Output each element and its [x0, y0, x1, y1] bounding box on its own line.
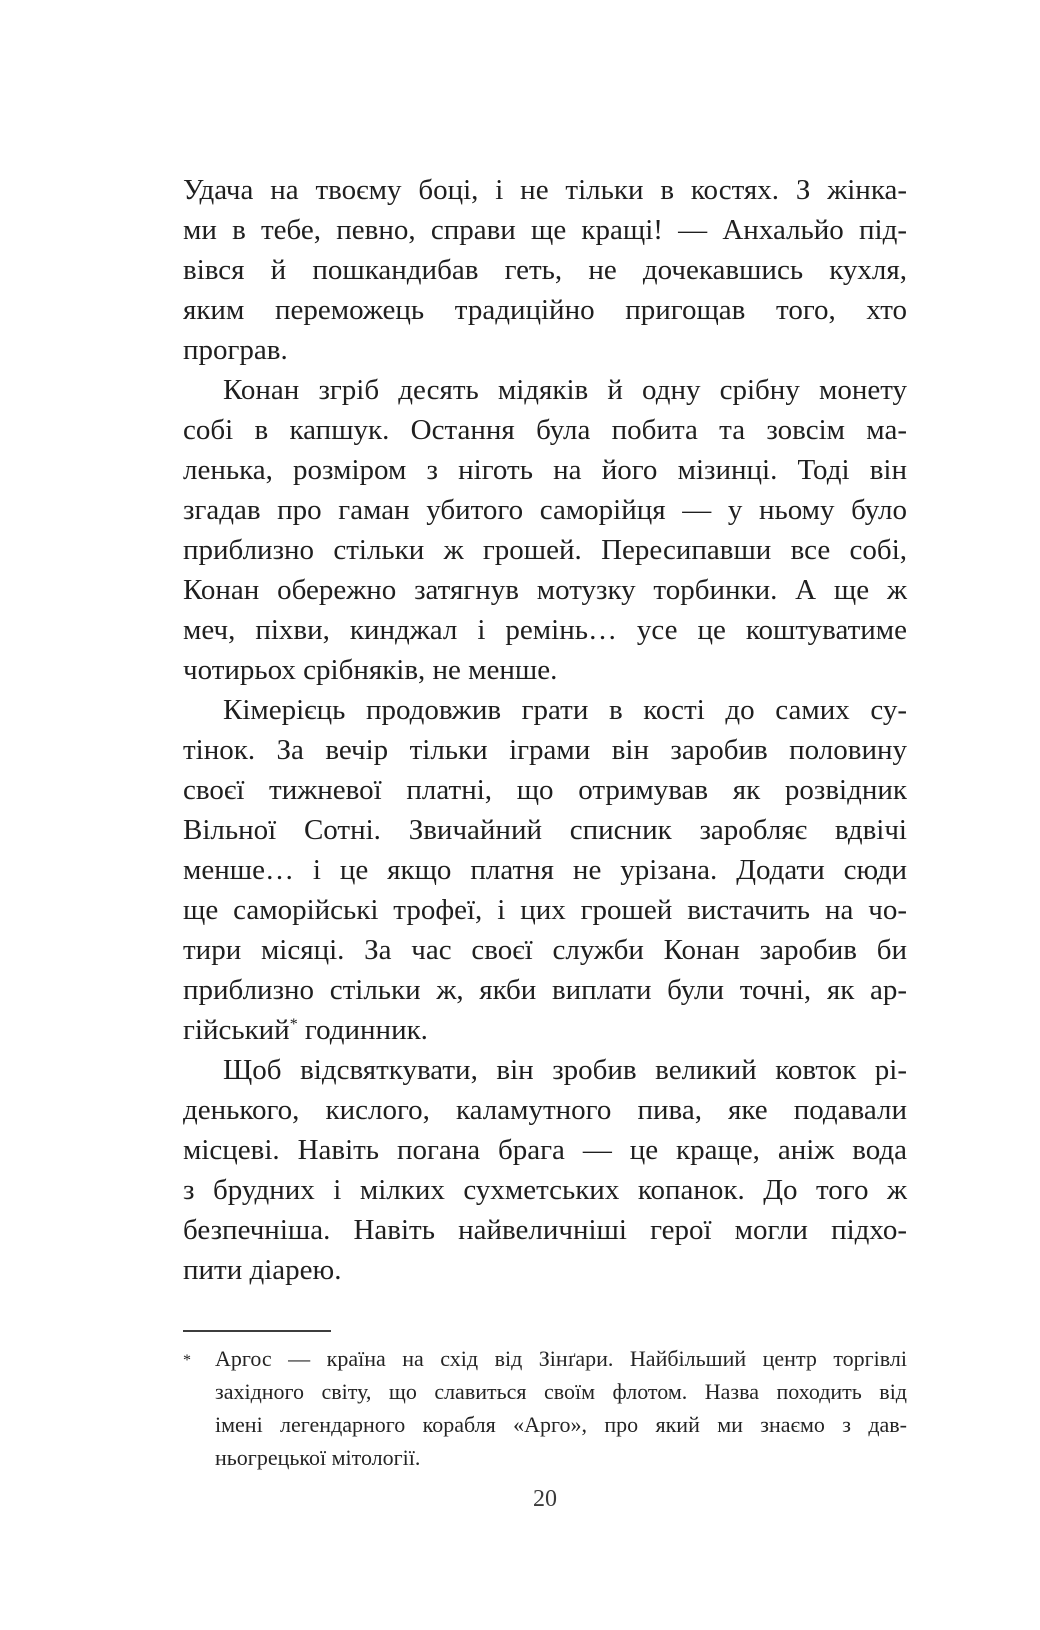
footnote-reference-asterisk: *: [289, 1016, 298, 1033]
text-line: вівся й пошкандибав геть, не дочекавшись кухля,: [183, 254, 907, 286]
paragraph: [183, 690, 907, 1050]
footnote-text: [215, 1342, 907, 1474]
text-line: тінок. За вечір тільки іграми він заробив половину: [183, 734, 907, 766]
paragraph: [183, 1050, 907, 1290]
text-line: яким переможець традиційно пригощав того, хто: [183, 294, 907, 326]
text-line: ще саморійські трофеї, і цих грошей вистачить на чо-: [183, 894, 907, 926]
text-line: Конан обережно затягнув мотузку торбинки. А ще ж: [183, 574, 907, 606]
text-line: ленька, розміром з ніготь на його мізинці. Тоді він: [183, 454, 907, 486]
paragraph: [183, 170, 907, 370]
paragraph: [183, 370, 907, 690]
text-line: Конан згріб десять мідяків й одну срібну монету: [223, 374, 907, 406]
text-line: чотирьох срібняків, не менше.: [183, 654, 558, 686]
footnote-separator: [183, 1330, 331, 1332]
footnote-marker: *: [183, 1352, 191, 1369]
text-line: з брудних і мілких сухметських копанок. До того ж: [183, 1174, 907, 1206]
text-line: собі в капшук. Остання була побита та зовсім ма-: [183, 414, 907, 446]
text-line: тири місяці. За час своєї служби Конан заробив би: [183, 934, 907, 966]
footnote-line: імені легендарного корабля «Арго», про який ми знаємо з дав-: [215, 1412, 907, 1437]
text-line: приблизно стільки ж грошей. Пересипавши все собі,: [183, 534, 907, 566]
text-line: програв.: [183, 334, 288, 366]
body-text: [183, 170, 907, 1290]
footnote: [183, 1342, 907, 1474]
text-line: згадав про гаман убитого саморійця — у ньому було: [183, 494, 907, 526]
page-text-block: [183, 170, 907, 1514]
text-line: ми в тебе, певно, справи ще кращі! — Анхальйо під-: [183, 214, 907, 246]
text-line: Кімерієць продовжив грати в кості до самих су-: [223, 694, 907, 726]
footnote-line: Аргос — країна на схід від Зінґари. Найбільший центр торгівлі: [215, 1346, 907, 1371]
text-line: Вільної Сотні. Звичайний списник заробляє вдвічі: [183, 814, 907, 846]
text-line: своєї тижневої платні, що отримував як розвідник: [183, 774, 907, 806]
text-line: менше… і це якщо платня не урізана. Додати сюди: [183, 854, 907, 886]
text-line: приблизно стільки ж, якби виплати були точні, як ар-: [183, 974, 907, 1006]
text-line: Щоб відсвяткувати, він зробив великий ковток рі-: [223, 1054, 907, 1086]
page-number: 20: [533, 1486, 557, 1512]
text-line: місцеві. Навіть погана брага — це краще, аніж вода: [183, 1134, 907, 1166]
text-line: денького, кислого, каламутного пива, яке подавали: [183, 1094, 907, 1126]
text-line: гійський* годинник.: [183, 1014, 428, 1046]
footnote-line: західного світу, що славиться своїм флотом. Назва походить від: [215, 1379, 907, 1404]
text-line: пити діарею.: [183, 1254, 342, 1286]
text-line: Удача на твоєму боці, і не тільки в костях. З жінка-: [183, 174, 907, 206]
text-line: безпечніша. Навіть найвеличніші герої могли підхо-: [183, 1214, 907, 1246]
text-line: меч, піхви, кинджал і ремінь… усе це коштуватиме: [183, 614, 907, 646]
footnote-line: ньогрецької мітології.: [215, 1445, 421, 1470]
